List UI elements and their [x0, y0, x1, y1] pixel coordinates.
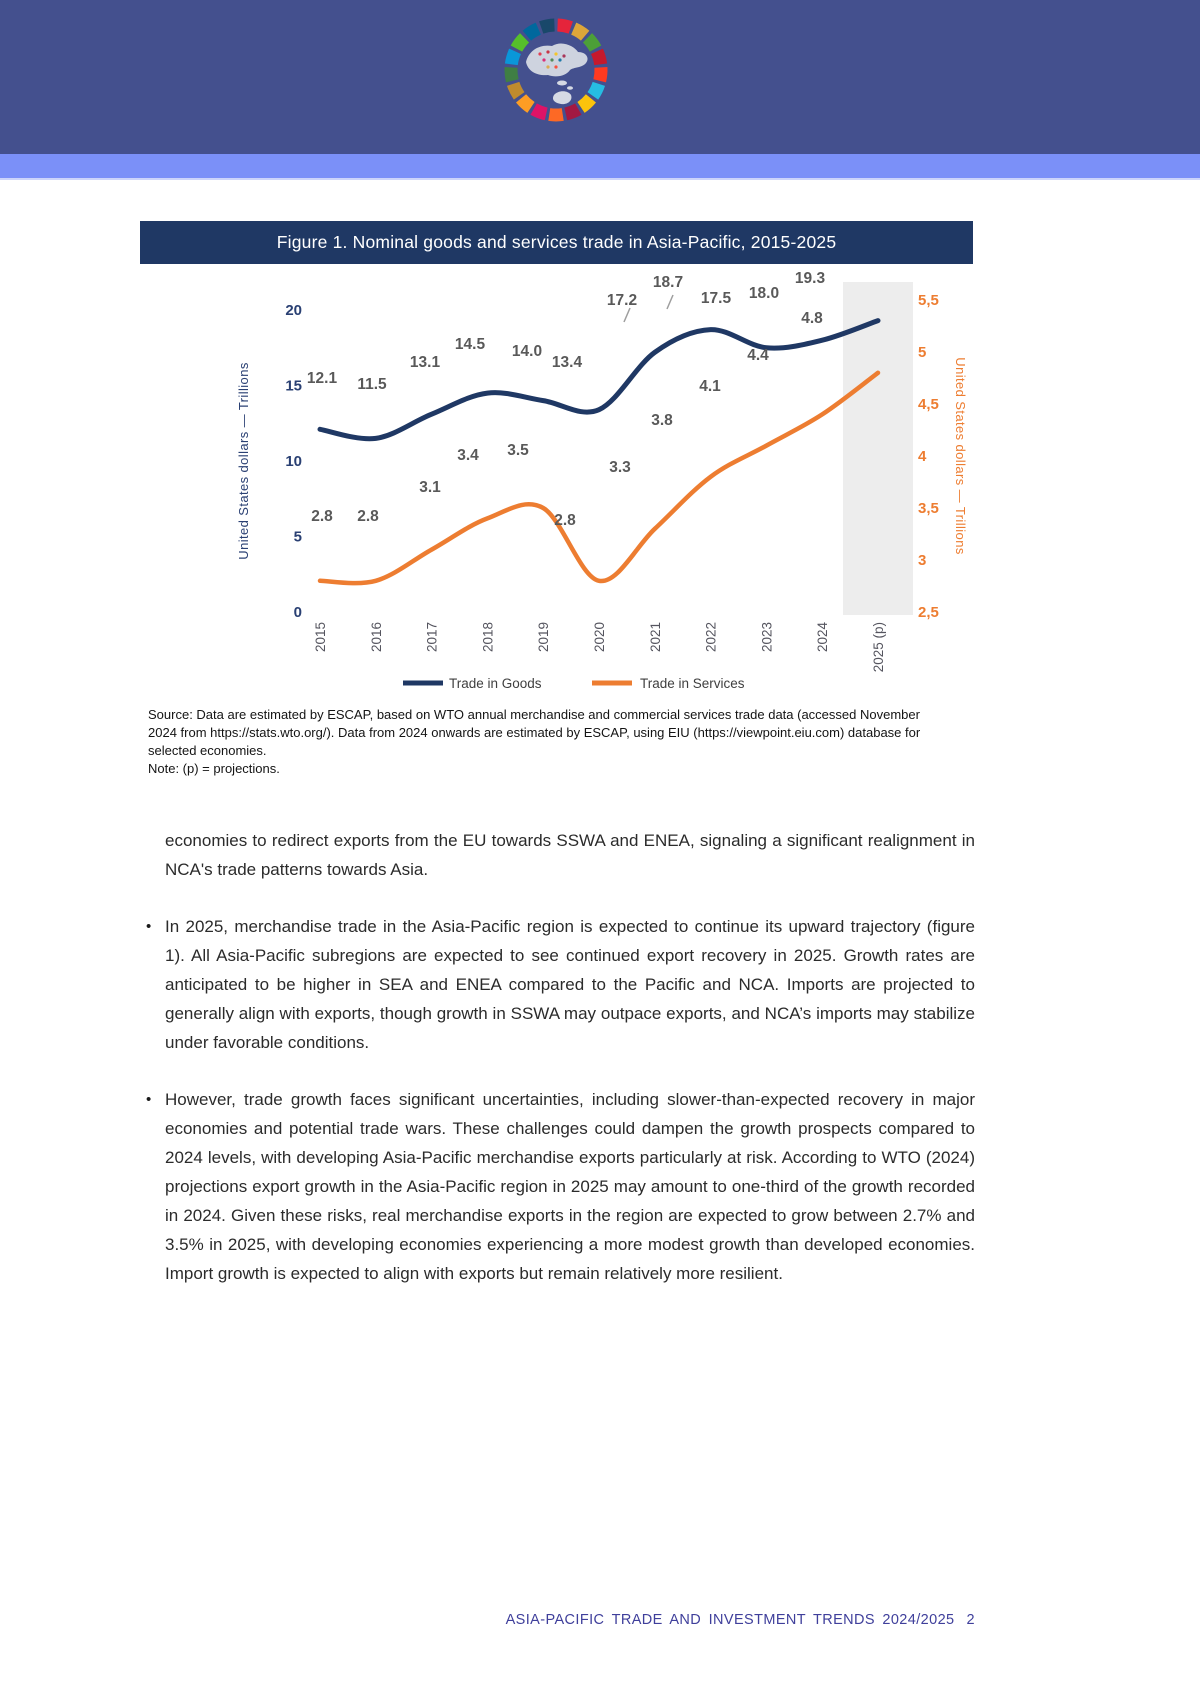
data-label: 13.4	[551, 354, 583, 371]
data-label: 2.8	[357, 508, 379, 525]
data-label: 14.5	[454, 336, 486, 353]
data-label: 19.3	[794, 270, 826, 287]
map-speckle	[538, 52, 541, 55]
data-label: 13.1	[409, 354, 441, 371]
data-label: 17.2	[606, 292, 638, 309]
x-axis-tick: 2019	[536, 622, 552, 653]
data-label: 18.7	[652, 274, 684, 291]
map-speckle	[550, 58, 553, 61]
x-axis-tick: 2022	[703, 622, 719, 653]
sdg-ring-segment	[593, 84, 599, 96]
islands-shape	[567, 86, 573, 90]
data-label: 18.0	[748, 285, 780, 302]
australia-shape	[553, 91, 571, 104]
map-speckle	[546, 50, 549, 53]
right-axis-title: United States dollars — Trillions	[953, 357, 968, 555]
figure-title: Figure 1. Nominal goods and services trade in Asia-Pacific, 2015-2025	[276, 232, 837, 252]
legend-label: Trade in Services	[640, 676, 745, 691]
left-axis-tick: 15	[285, 377, 302, 395]
bullet-item-1	[146, 912, 975, 1057]
header-band	[0, 0, 1200, 154]
right-axis-tick: 3,5	[918, 500, 939, 517]
figure-1	[140, 221, 973, 709]
figure-source-block	[148, 706, 930, 778]
data-label: 4.4	[747, 347, 769, 364]
x-axis-tick: 2021	[647, 622, 663, 653]
sdg-ring-segment	[516, 38, 524, 49]
goods-line	[320, 321, 878, 439]
escap-sdg-logo	[496, 10, 616, 130]
sdg-logo-svg	[496, 10, 616, 130]
label-leader-line	[624, 308, 630, 322]
right-axis-tick: 5	[918, 344, 927, 361]
sdg-ring-segment	[534, 109, 547, 114]
x-axis-tick: 2020	[592, 622, 607, 653]
data-label: 2.8	[554, 512, 576, 529]
map-speckle	[554, 65, 557, 68]
x-axis-tick: 2024	[815, 622, 831, 653]
sdg-ring-segment	[600, 67, 601, 80]
islands-shape	[557, 81, 567, 86]
accent-strip	[0, 154, 1200, 180]
note-text: Note: (p) = projections.	[148, 760, 280, 776]
bullet-icon: •	[146, 1091, 152, 1108]
bullet-icon: •	[146, 918, 152, 935]
data-label: 4.1	[699, 378, 721, 395]
sdg-ring-segment	[549, 115, 562, 116]
right-axis-tick: 4	[918, 448, 927, 465]
sdg-ring-segment	[566, 109, 579, 114]
data-label: 4.8	[801, 310, 823, 327]
figure-title-bar	[140, 221, 973, 264]
data-label: 17.5	[700, 290, 732, 307]
sdg-ring-segment	[574, 29, 585, 36]
left-axis-tick: 5	[293, 528, 302, 546]
map-speckle	[542, 58, 545, 61]
right-axis-tick: 2,5	[918, 604, 939, 621]
map-speckle	[554, 52, 557, 55]
data-label: 2.8	[311, 508, 333, 525]
x-axis-tick: 2017	[424, 622, 440, 653]
data-label: 3.1	[419, 479, 441, 496]
x-axis-tick: 2023	[759, 622, 775, 653]
data-label: 11.5	[357, 376, 387, 393]
x-axis-tick: 2018	[480, 622, 496, 653]
sdg-ring-segment	[558, 25, 571, 27]
sdg-ring-segment	[513, 84, 519, 96]
right-axis-tick: 4,5	[918, 396, 939, 413]
data-label: 12.1	[306, 370, 338, 387]
map-speckle	[558, 58, 561, 61]
page-footer	[506, 1612, 975, 1628]
left-axis-tick: 10	[285, 453, 302, 470]
sdg-ring-segment	[541, 25, 554, 27]
x-axis-tick: 2025 (p)	[871, 622, 886, 673]
sdg-ring-segment	[597, 51, 601, 64]
data-label: 3.8	[651, 412, 673, 429]
figure-chart-svg	[140, 264, 973, 709]
bullet-item-2	[146, 1085, 975, 1288]
map-speckle	[562, 54, 565, 57]
sdg-ring-segment	[527, 29, 538, 36]
page-number: 2	[966, 1612, 975, 1628]
data-label: 3.4	[457, 447, 479, 464]
x-axis-tick: 2015	[313, 622, 328, 653]
data-label: 14.0	[511, 343, 543, 360]
x-axis-tick: 2016	[368, 622, 384, 653]
left-axis-title: United States dollars — Trillions	[236, 362, 251, 560]
legend-label: Trade in Goods	[449, 676, 542, 691]
data-label: 3.5	[507, 442, 529, 459]
left-axis-tick: 0	[293, 604, 302, 621]
sdg-ring-segment	[581, 98, 591, 107]
sdg-ring-segment	[587, 38, 595, 49]
bullet-text-1: In 2025, merchandise trade in the Asia-Pacific region is expected to continue its upward trajectory (figure 1). All Asia-Pacific subregions are expected to see continued export recovery in 2025. Growth rates are anticipated to be higher in SEA and ENEA compared to the Pacific and NCA. Imports are projected to generally align with exports, though growth in SSWA may outpace exports, and NCA’s imports may stabilize under favorable conditions.	[165, 917, 975, 1052]
map-speckle	[546, 65, 549, 68]
body-content	[146, 826, 975, 1288]
sdg-ring-segment	[511, 67, 512, 80]
right-axis-tick: 3	[918, 552, 927, 569]
sdg-ring-segment	[511, 51, 515, 64]
label-leader-line	[667, 295, 673, 309]
sdg-ring-segment	[521, 98, 531, 107]
data-label: 3.3	[609, 459, 631, 476]
footer-title: ASIA-PACIFIC TRADE AND INVESTMENT TRENDS 2024/2025	[505, 1612, 955, 1628]
left-axis-tick: 20	[285, 302, 302, 319]
asia-map-shape	[526, 44, 588, 77]
services-line	[320, 373, 878, 583]
bullet-text-2: However, trade growth faces significant uncertainties, including slower-than-expected recovery in major economies and potential trade wars. These challenges could dampen the growth prospects compared to 2024 levels, with developing Asia-Pacific merchandise exports particularly at risk. According to WTO (2024) projections export growth in the Asia-Pacific region in 2025 may amount to one-third of the growth recorded in 2024. Given these risks, real merchandise exports in the region are expected to grow between 2.7% and 3.5% in 2025, with developing economies experiencing a more modest growth than developed economies. Import growth is expected to align with exports but remain relatively more resilient.	[165, 1090, 975, 1283]
body-paragraph: economies to redirect exports from the EU towards SSWA and ENEA, signaling a significant realignment in NCA's trade patterns towards Asia.	[165, 831, 975, 879]
source-text: Source: Data are estimated by ESCAP, based on WTO annual merchandise and commercial services trade data (accessed November 2024 from https://stats.wto.org/). Data from 2024 onwards are estimated by ESCAP, using EIU (https://viewpoint.eiu.com) database for selected economies.	[148, 707, 921, 758]
right-axis-tick: 5,5	[918, 292, 939, 309]
